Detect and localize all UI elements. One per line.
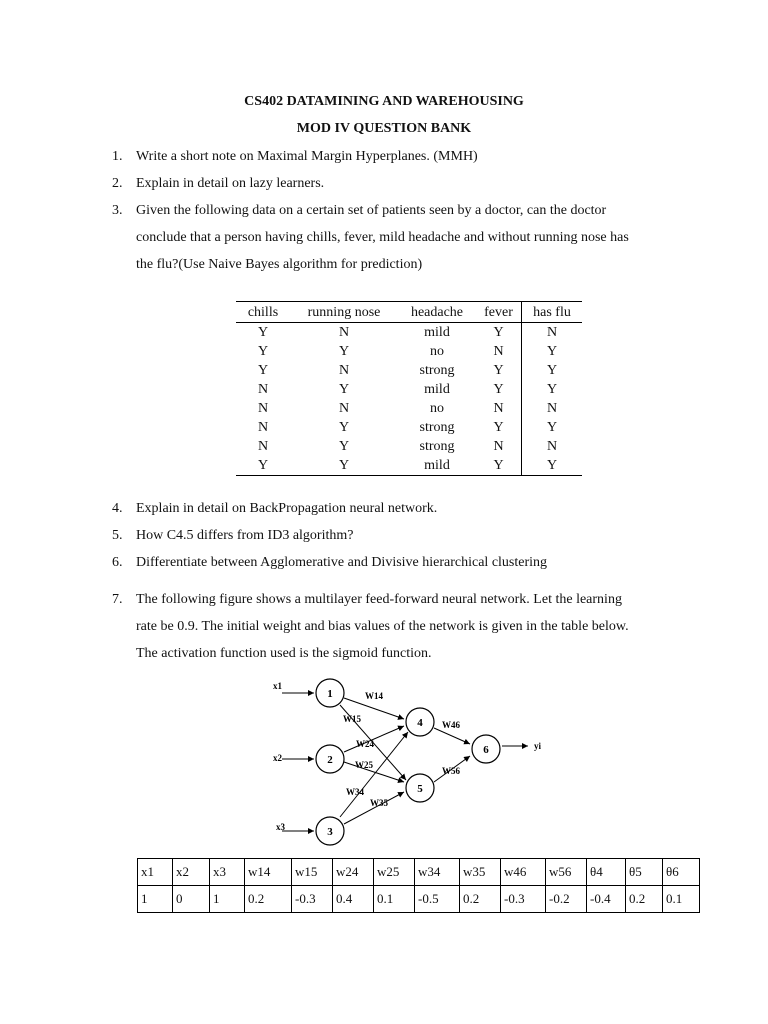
table-cell: -0.4 [587, 886, 626, 913]
table-cell: Y [522, 342, 583, 361]
question-text: How C4.5 differs from ID3 algorithm? [136, 528, 354, 543]
question-7-line-2: rate be 0.9. The initial weight and bias values of the network is given in the table below. [136, 619, 629, 634]
document-subtitle: MOD IV QUESTION BANK [296, 121, 472, 136]
question-7-line-1: The following figure shows a multilayer feed-forward neural network. Let the learning [136, 592, 622, 607]
question-number: 7. [112, 592, 123, 607]
table-cell: Y [522, 418, 583, 437]
table-row [236, 399, 582, 418]
table-header-cell: w25 [374, 859, 415, 886]
weight-w56-label: W56 [442, 766, 460, 776]
table-cell: strong [419, 363, 455, 378]
neural-network-diagram [270, 672, 570, 855]
question-number: 1. [112, 149, 123, 164]
header-chills: chills [236, 302, 290, 323]
table-row [236, 437, 582, 456]
table-header-cell: θ4 [587, 859, 626, 886]
table-header-row [138, 859, 700, 886]
node-2: 2 [327, 754, 333, 766]
table-cell: N [257, 382, 269, 397]
table-cell: Y [493, 382, 504, 397]
question-3-line-1: Given the following data on a certain set of patients seen by a doctor, can the doctor [136, 203, 607, 218]
table-cell: N [338, 363, 350, 378]
question-number: 4. [112, 501, 123, 516]
table-header-cell: x2 [173, 859, 210, 886]
weight-w46-label: W46 [442, 720, 460, 730]
table-cell: mild [424, 325, 450, 340]
table-cell: Y [338, 439, 350, 454]
table-cell: -0.2 [546, 886, 587, 913]
table-cell: Y [257, 363, 269, 378]
table-row [236, 418, 582, 437]
table-cell: 1 [138, 886, 173, 913]
input-x1: x1 [273, 681, 282, 691]
table-cell: N [257, 401, 269, 416]
table-cell: Y [522, 456, 583, 476]
table-cell: N [257, 420, 269, 435]
table-cell: Y [338, 420, 350, 435]
table-cell: mild [398, 456, 476, 476]
header-running-nose: running nose [290, 302, 398, 323]
input-x2: x2 [273, 753, 282, 763]
table-cell: Y [338, 382, 350, 397]
question-3-line-3: the flu?(Use Naive Bayes algorithm for prediction) [136, 257, 423, 272]
table-cell: strong [419, 439, 455, 454]
question-text: Explain in detail on lazy learners. [136, 176, 325, 191]
table-cell: Y [257, 325, 269, 340]
table-cell: Y [493, 420, 504, 435]
weight-w35-label: W35 [370, 798, 388, 808]
question-number: 3. [112, 203, 123, 218]
table-header-cell: x3 [210, 859, 245, 886]
table-header-cell: w34 [415, 859, 460, 886]
weight-w14-label: W14 [365, 691, 383, 701]
table-cell: 0.2 [245, 886, 292, 913]
question-number: 2. [112, 176, 123, 191]
input-x3: x3 [276, 822, 285, 832]
table-row [236, 323, 582, 343]
table-cell: -0.5 [415, 886, 460, 913]
table-row [138, 886, 700, 913]
table-cell: Y [522, 361, 583, 380]
question-text: Explain in detail on BackPropagation neural network. [136, 501, 438, 516]
table-cell: Y [493, 325, 504, 340]
table-cell: N [493, 401, 504, 416]
node-1: 1 [327, 688, 333, 700]
table-cell: 0.4 [333, 886, 374, 913]
header-headache: headache [398, 302, 476, 323]
weight-w25-label: W25 [355, 760, 373, 770]
table-cell: Y [522, 380, 583, 399]
table-cell: Y [338, 344, 350, 359]
header-has-flu: has flu [522, 302, 583, 323]
table-cell: Y [476, 456, 522, 476]
table-cell: N [522, 437, 583, 456]
weight-w34-label: W34 [346, 787, 364, 797]
question-text: Differentiate between Agglomerative and Divisive hierarchical clustering [136, 555, 548, 570]
document-title: CS402 DATAMINING AND WAREHOUSING [244, 94, 524, 109]
table-cell: Y [236, 456, 290, 476]
table-cell: N [257, 439, 269, 454]
question-3-line-2: conclude that a person having chills, fever, mild headache and without running nose has [136, 230, 629, 245]
table-cell: no [430, 344, 444, 359]
table-cell: no [430, 401, 444, 416]
node-4: 4 [417, 717, 423, 729]
table-cell: Y [257, 344, 269, 359]
table-cell: 0.2 [626, 886, 663, 913]
table-header-cell: x1 [138, 859, 173, 886]
table-cell: -0.3 [292, 886, 333, 913]
table-row [236, 361, 582, 380]
flu-data-table [236, 301, 582, 476]
question-7-line-3: The activation function used is the sigmoid function. [136, 646, 432, 661]
table-cell: N [338, 401, 350, 416]
table-header-cell: w46 [501, 859, 546, 886]
output-label: yi [534, 741, 542, 751]
table-header-cell: θ6 [663, 859, 700, 886]
weight-w15-label: W15 [343, 714, 361, 724]
table-cell: 0.1 [374, 886, 415, 913]
table-cell: 1 [210, 886, 245, 913]
table-cell: N [493, 344, 504, 359]
table-cell: strong [419, 420, 455, 435]
table-header-cell: w35 [460, 859, 501, 886]
table-header-cell: w15 [292, 859, 333, 886]
table-cell: 0.1 [663, 886, 700, 913]
node-6: 6 [483, 744, 489, 756]
table-cell: N [522, 323, 583, 343]
table-header-row [236, 302, 582, 323]
weights-bias-table [137, 858, 700, 913]
table-row [236, 380, 582, 399]
table-cell: N [522, 399, 583, 418]
table-cell: N [493, 439, 504, 454]
table-cell: mild [424, 382, 450, 397]
table-header-cell: w14 [245, 859, 292, 886]
table-row [236, 456, 582, 476]
node-3: 3 [327, 826, 333, 838]
weight-w24-label: W24 [356, 739, 374, 749]
question-text: Write a short note on Maximal Margin Hyperplanes. (MMH) [136, 149, 478, 164]
table-header-cell: θ5 [626, 859, 663, 886]
table-cell: Y [290, 456, 398, 476]
table-cell: -0.3 [501, 886, 546, 913]
table-cell: Y [493, 363, 504, 378]
table-cell: 0.2 [460, 886, 501, 913]
header-fever: fever [476, 302, 522, 323]
table-row [236, 342, 582, 361]
table-cell: N [338, 325, 350, 340]
table-header-cell: w56 [546, 859, 587, 886]
question-number: 5. [112, 528, 123, 543]
question-number: 6. [112, 555, 123, 570]
table-header-cell: w24 [333, 859, 374, 886]
table-cell: 0 [173, 886, 210, 913]
node-5: 5 [417, 783, 423, 795]
